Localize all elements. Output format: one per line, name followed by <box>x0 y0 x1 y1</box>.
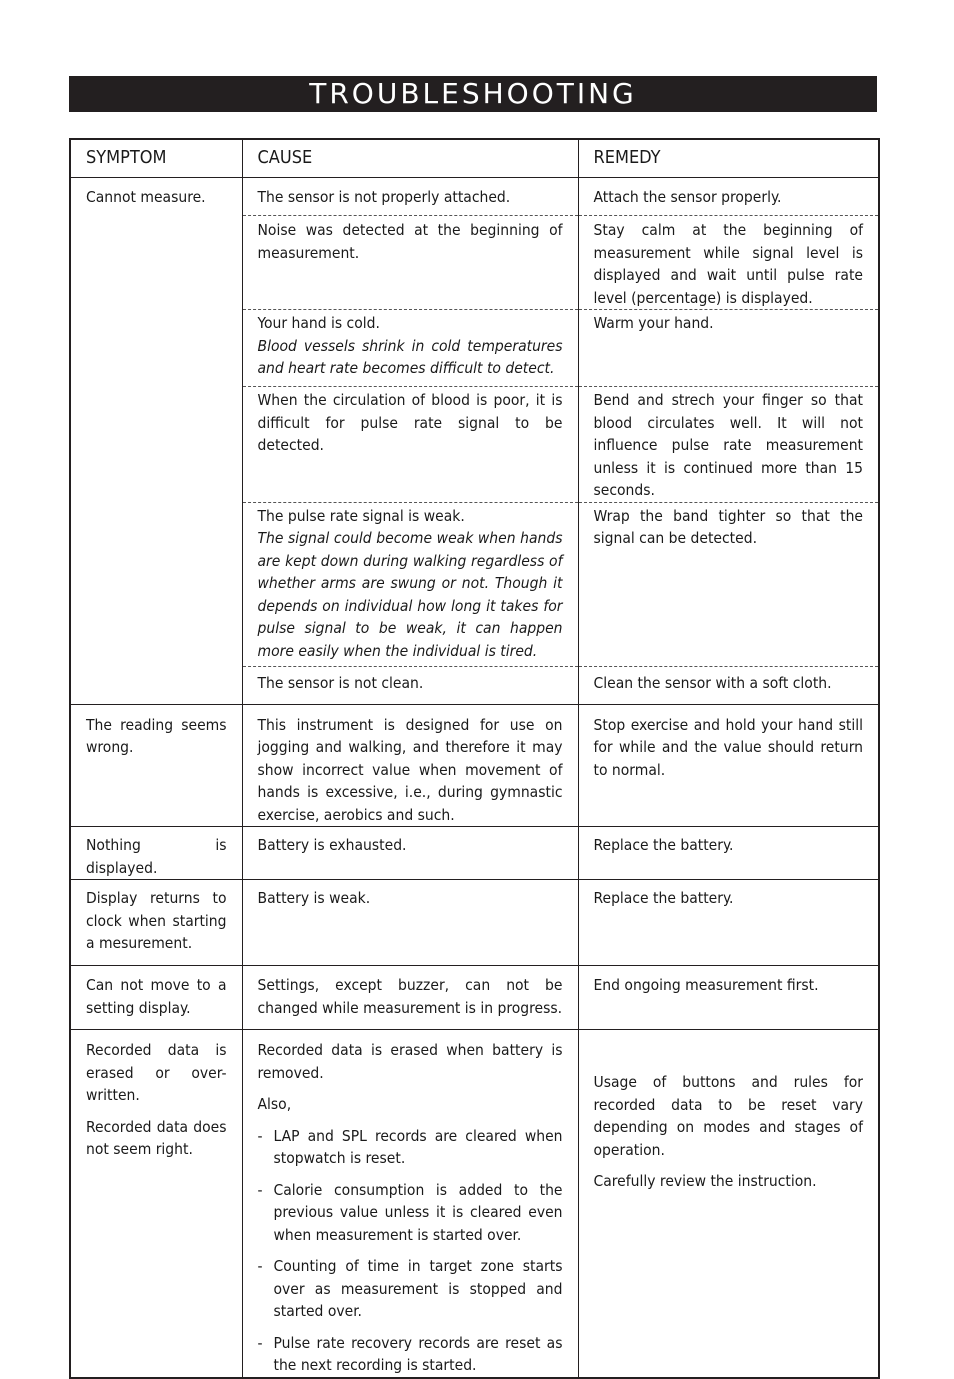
remedy-text: Carefully review the instruction. <box>593 1172 817 1190</box>
symptom-text: Nothing is displayed. <box>86 836 227 877</box>
remedy-text: Stay calm at the beginning of measurement while signal level is displayed and wait until pulse rate level (percentage) is displayed. <box>593 221 863 307</box>
cause-cell <box>242 1030 578 1378</box>
cause-cell <box>242 310 578 387</box>
cause-cell <box>242 178 578 216</box>
symptom-text: Recorded data is erased or over-written. <box>86 1041 227 1104</box>
cause-text: Battery is exhausted. <box>257 836 407 854</box>
symptom-text: Recorded data does not seem right. <box>86 1117 227 1158</box>
list-item: - LAP and SPL records are cleared when stopwatch is reset. <box>258 1125 563 1170</box>
cause-cell <box>242 387 578 503</box>
symptom-cell <box>70 827 242 880</box>
table-row <box>70 966 879 1030</box>
header-row <box>70 139 879 178</box>
title-bar <box>69 76 877 112</box>
symptom-cell <box>70 1030 242 1378</box>
remedy-text: Stop exercise and hold your hand still for while and the value should return to normal. <box>593 715 863 779</box>
table-row <box>70 880 879 966</box>
remedy-cell <box>578 216 879 310</box>
header-remedy: REMEDY <box>578 139 879 178</box>
page-title: TROUBLESHOOTING <box>309 77 637 110</box>
symptom-cell <box>70 178 242 705</box>
table-row <box>70 1030 879 1378</box>
remedy-cell <box>578 502 879 666</box>
symptom-text: Can not move to a setting display. <box>86 976 227 1017</box>
header-cause: CAUSE <box>242 139 578 178</box>
cause-text: This instrument is designed for use on jogging and walking, and therefore it may show incorrect value when movement of hands is excessive, i.e., during gymnastic exercise, aerobics and such. <box>257 715 563 824</box>
cause-text: Settings, except buzzer, can not be changed while measurement is in progress. <box>257 976 563 1017</box>
cause-text: Battery is weak. <box>257 889 371 907</box>
troubleshooting-table <box>69 138 880 1379</box>
cause-text: Your hand is cold. <box>257 314 380 332</box>
cause-text: The sensor is not clean. <box>257 673 424 692</box>
remedy-cell <box>578 387 879 503</box>
remedy-text: Clean the sensor with a soft cloth. <box>593 673 832 692</box>
symptom-cell <box>70 880 242 966</box>
remedy-text: Attach the sensor properly. <box>593 188 782 206</box>
remedy-cell <box>578 880 879 966</box>
remedy-text: Wrap the band tighter so that the signal can be detected. <box>593 506 863 547</box>
symptom-cell <box>70 704 242 827</box>
remedy-cell <box>578 178 879 216</box>
remedy-cell <box>578 310 879 387</box>
cause-text: The pulse rate signal is weak. <box>257 506 465 525</box>
remedy-cell <box>578 827 879 880</box>
remedy-cell <box>578 666 879 704</box>
cause-note: Blood vessels shrink in cold temperatures and heart rate becomes difficult to detect. <box>257 336 563 377</box>
cause-text: The sensor is not properly attached. <box>257 188 511 206</box>
symptom-text: The reading seems wrong. <box>86 715 227 756</box>
cause-text: Noise was detected at the beginning of measurement. <box>257 221 563 262</box>
symptom-text: Cannot measure. <box>86 188 206 206</box>
remedy-text: Warm your hand. <box>593 314 714 332</box>
remedy-cell <box>578 704 879 827</box>
symptom-text: Display returns to clock when starting a mesurement. <box>86 889 227 952</box>
table-row <box>70 704 879 827</box>
cause-cell <box>242 827 578 880</box>
cause-cell <box>242 216 578 310</box>
remedy-text: Replace the battery. <box>593 889 734 907</box>
remedy-text: End ongoing measurement first. <box>593 976 819 994</box>
list-item: - Calorie consumption is added to the previous value unless it is cleared even when measurement is started over. <box>258 1179 563 1247</box>
remedy-text: Replace the battery. <box>593 836 734 854</box>
table-row <box>70 827 879 880</box>
cause-cell <box>242 966 578 1030</box>
cause-list <box>258 1125 563 1377</box>
cause-text: When the circulation of blood is poor, it is difficult for pulse rate signal to be detected. <box>257 391 563 454</box>
cause-text: Also, <box>257 1095 292 1113</box>
list-item: - Counting of time in target zone starts over as measurement is stopped and started over. <box>258 1255 563 1323</box>
remedy-cell <box>578 1030 879 1378</box>
header-symptom: SYMPTOM <box>70 139 242 178</box>
remedy-text: Usage of buttons and rules for recorded data to be reset vary depending on modes and stages of operation. <box>593 1073 863 1159</box>
list-item: - Pulse rate recovery records are reset as the next recording is started. <box>258 1332 563 1377</box>
remedy-text: Bend and strech your finger so that blood circulates well. It will not influence pulse rate measurement unless it is continued more than 15 seconds. <box>593 391 863 499</box>
table-row <box>70 178 879 216</box>
cause-text: Recorded data is erased when battery is removed. <box>257 1041 563 1082</box>
cause-cell <box>242 502 578 666</box>
cause-cell <box>242 704 578 827</box>
cause-cell <box>242 880 578 966</box>
cause-cell <box>242 666 578 704</box>
remedy-cell <box>578 966 879 1030</box>
symptom-cell <box>70 966 242 1030</box>
cause-note: The signal could become weak when hands are kept down during walking regardless of whether arms are swung or not. Though it depends on individual how long it takes for pulse signal to be weak, it can happen more easily when the individual is tired. <box>257 529 563 660</box>
